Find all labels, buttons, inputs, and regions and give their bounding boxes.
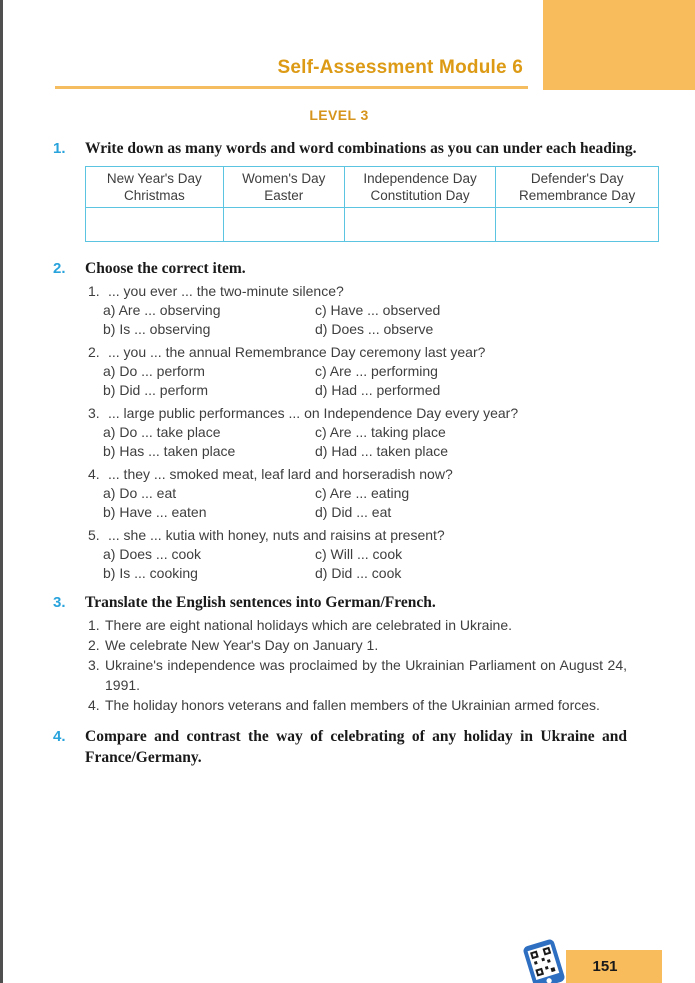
question-number: 2.: [88, 344, 100, 360]
exercise-1-instruction: Write down as many words and word combinations as you can under each heading.: [85, 140, 637, 157]
table-header-cell: [86, 167, 224, 208]
question-2: [88, 343, 627, 400]
header-line: New Year's Day: [106, 171, 202, 186]
sentence-number: 4.: [88, 697, 100, 713]
page-number-box: [566, 950, 662, 983]
answer-cell: [344, 208, 496, 242]
option-b: b) Is ... observing: [103, 321, 211, 337]
header-line: Women's Day: [242, 171, 326, 186]
level-label: LEVEL 3: [309, 107, 369, 123]
page-number: 151: [592, 958, 618, 975]
exercise-2-number: 2.: [53, 260, 66, 277]
option-b: b) Did ... perform: [103, 382, 209, 398]
sentence-3: [88, 655, 627, 695]
option-d: d) Had ... taken place: [315, 443, 449, 459]
option-d: d) Did ... eat: [315, 504, 392, 520]
option-a: a) Do ... perform: [103, 363, 205, 379]
sentence-text: We celebrate New Year's Day on January 1.: [105, 637, 379, 653]
answer-cell: [496, 208, 659, 242]
sentence-4: [88, 695, 627, 715]
option-d: d) Did ... cook: [315, 565, 402, 581]
exercise-3-instruction: Translate the English sentences into German/French.: [85, 594, 436, 611]
sentence-text: Ukraine's independence was proclaimed by the Ukrainian Parliament on August 24, 1991.: [105, 657, 627, 693]
header-line: Christmas: [123, 188, 185, 203]
exercise-1-number: 1.: [53, 140, 66, 157]
exercise-4: [53, 726, 627, 768]
question-number: 3.: [88, 405, 100, 421]
option-c: c) Are ... eating: [315, 485, 410, 501]
option-d: d) Had ... performed: [315, 382, 441, 398]
question-text: ... you ... the annual Remembrance Day ceremony last year?: [108, 344, 486, 360]
option-d: d) Does ... observe: [315, 321, 434, 337]
answer-cell: [223, 208, 344, 242]
question-text: ... she ... kutia with honey, nuts and raisins at present?: [108, 527, 445, 543]
page-content: [53, 138, 637, 768]
qr-phone-icon: [521, 937, 567, 983]
answer-cell: [86, 208, 224, 242]
page-left-edge: [0, 0, 3, 983]
holiday-table-header-row: [86, 167, 659, 208]
sentence-2: [88, 635, 627, 655]
holiday-table-answer-row: [86, 208, 659, 242]
option-b: b) Has ... taken place: [103, 443, 236, 459]
exercise-3: [53, 592, 627, 613]
title-underline: [55, 86, 528, 89]
page-title: Self-Assessment Module 6: [277, 57, 523, 78]
sentence-number: 2.: [88, 637, 100, 653]
exercise-3-sentences: [88, 615, 627, 715]
question-number: 4.: [88, 466, 100, 482]
question-text: ... large public performances ... on Independence Day every year?: [108, 405, 519, 421]
exercise-2-questions: [88, 282, 627, 583]
option-a: a) Are ... observing: [103, 302, 221, 318]
exercise-4-number: 4.: [53, 728, 66, 745]
exercise-3-number: 3.: [53, 594, 66, 611]
sentence-number: 3.: [88, 657, 100, 673]
question-3: [88, 404, 627, 461]
question-number: 5.: [88, 527, 100, 543]
option-b: b) Is ... cooking: [103, 565, 198, 581]
option-c: c) Have ... observed: [315, 302, 441, 318]
exercise-2: [53, 258, 627, 279]
question-text: ... they ... smoked meat, leaf lard and horseradish now?: [108, 466, 453, 482]
question-1: [88, 282, 627, 339]
table-header-cell: [496, 167, 659, 208]
exercise-4-instruction: Compare and contrast the way of celebrating of any holiday in Ukraine and France/Germany.: [85, 728, 627, 766]
question-4: [88, 465, 627, 522]
question-text: ... you ever ... the two-minute silence?: [108, 283, 344, 299]
table-header-cell: [223, 167, 344, 208]
sentence-text: The holiday honors veterans and fallen members of the Ukrainian armed forces.: [105, 697, 600, 713]
option-b: b) Have ... eaten: [103, 504, 207, 520]
table-header-cell: [344, 167, 496, 208]
question-5: [88, 526, 627, 583]
header-line: Easter: [264, 188, 304, 203]
sentence-text: There are eight national holidays which are celebrated in Ukraine.: [105, 617, 513, 633]
sentence-number: 1.: [88, 617, 100, 633]
header-line: Constitution Day: [370, 188, 470, 203]
header-line: Independence Day: [363, 171, 477, 186]
sentence-1: [88, 615, 627, 635]
option-c: c) Are ... performing: [315, 363, 438, 379]
option-c: c) Will ... cook: [315, 546, 403, 562]
option-c: c) Are ... taking place: [315, 424, 446, 440]
exercise-2-instruction: Choose the correct item.: [85, 260, 246, 277]
option-a: a) Do ... eat: [103, 485, 177, 501]
holiday-table: [85, 166, 659, 242]
option-a: a) Do ... take place: [103, 424, 221, 440]
header-line: Defender's Day: [530, 171, 624, 186]
question-number: 1.: [88, 283, 100, 299]
exercise-1: [53, 138, 637, 242]
corner-accent-box: [543, 0, 695, 90]
header-line: Remembrance Day: [519, 188, 636, 203]
option-a: a) Does ... cook: [103, 546, 202, 562]
